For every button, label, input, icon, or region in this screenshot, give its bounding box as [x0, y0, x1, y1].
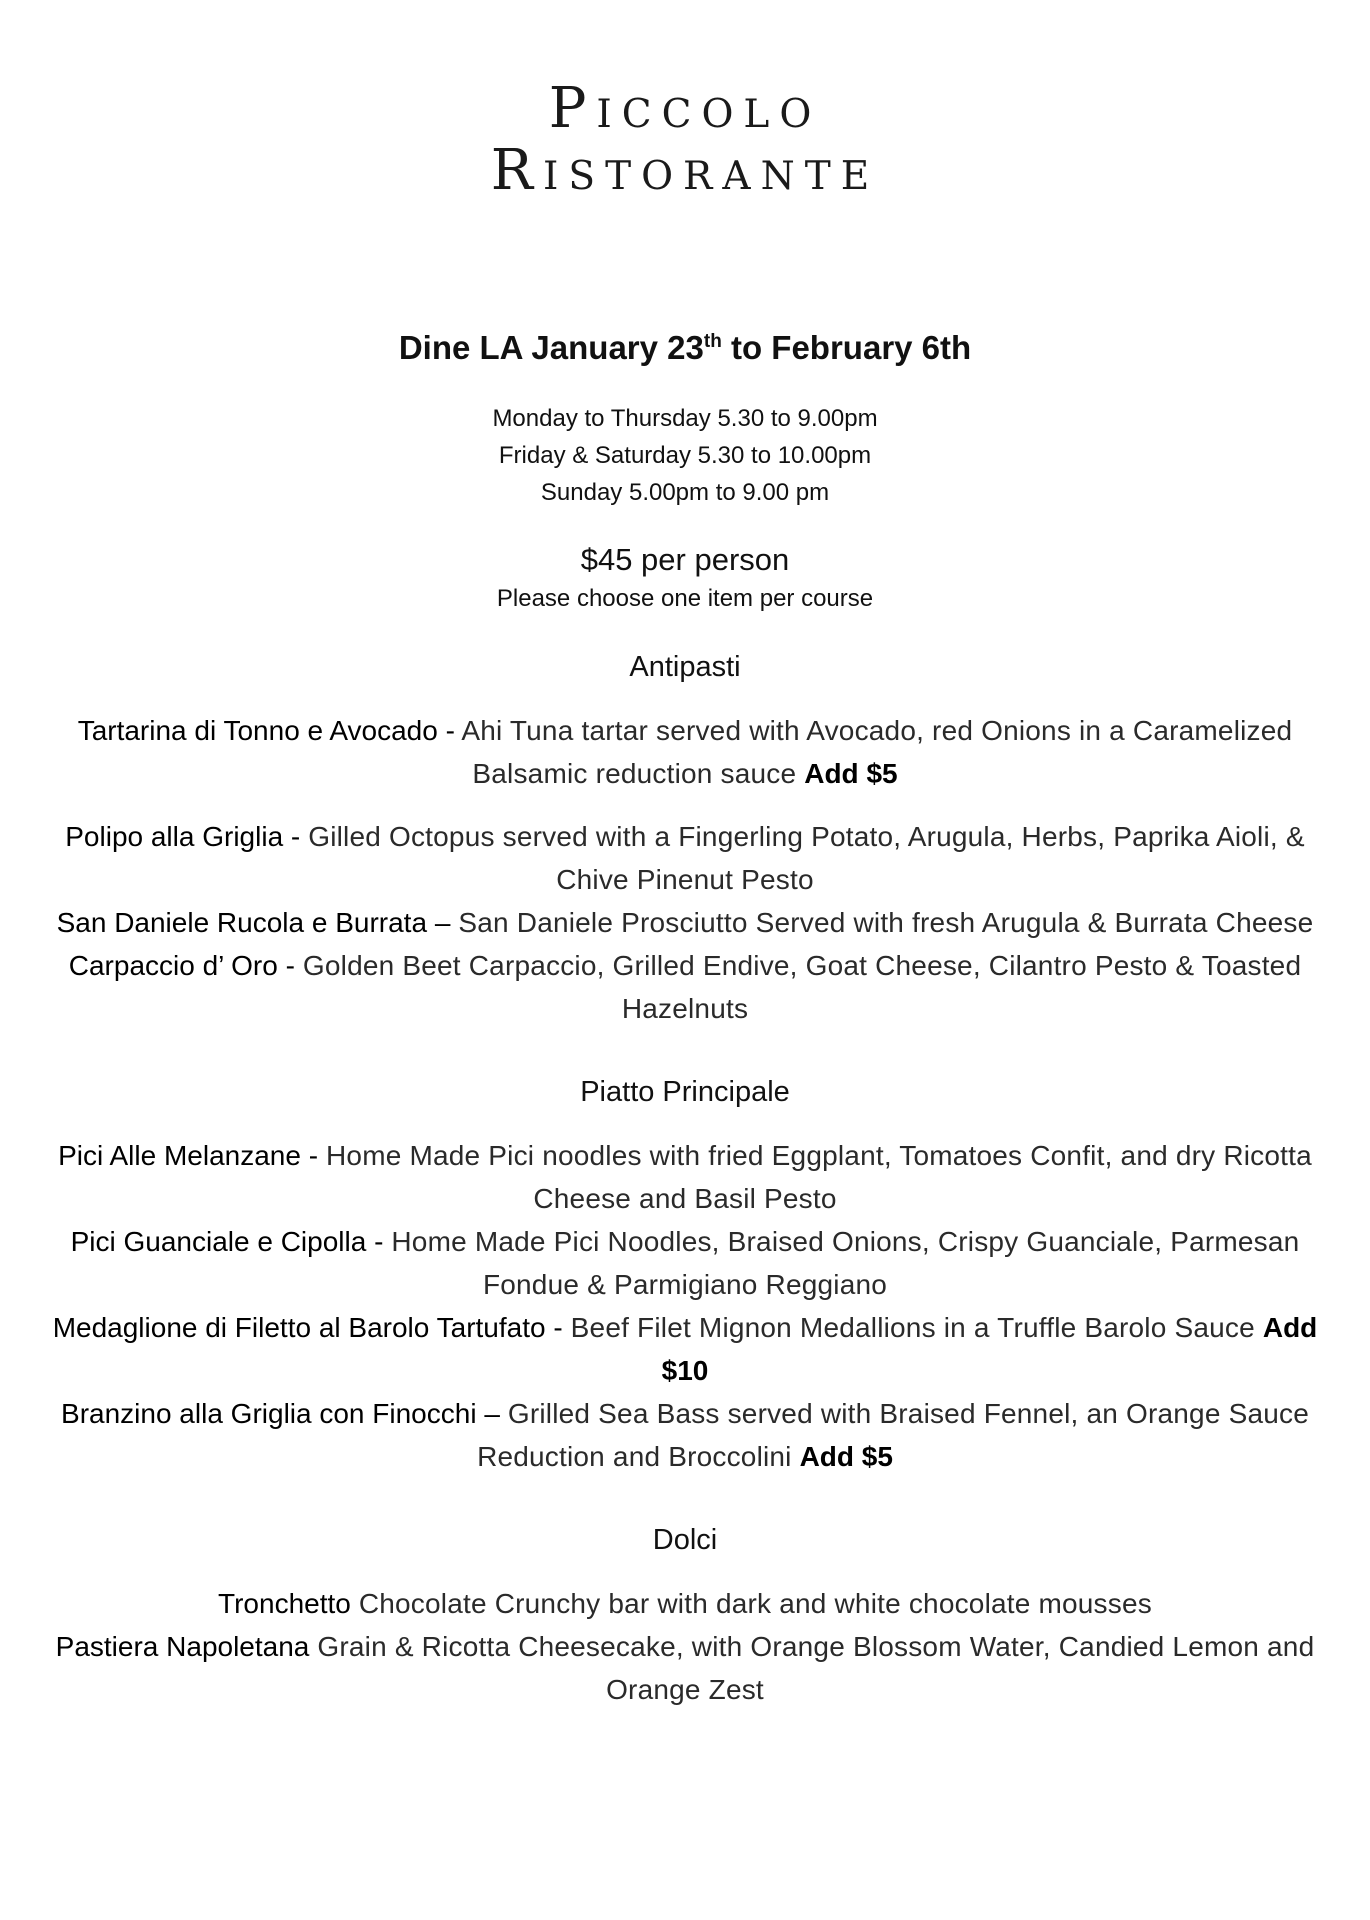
section-title-dolci: Dolci	[652, 1524, 718, 1556]
item-name: Pici Alle Melanzane -	[58, 1140, 319, 1171]
item-description: Grilled Sea Bass served with Braised Fennel, an Orange Sauce Reduction and Broccolini	[477, 1398, 1309, 1472]
menu-item	[35, 709, 1335, 795]
hours-weekend: Friday & Saturday 5.30 to 10.00pm	[498, 442, 872, 469]
item-description: Home Made Pici Noodles, Braised Onions, Crispy Guanciale, Parmesan Fondue & Parmigiano Reggiano	[383, 1226, 1300, 1300]
restaurant-logo	[0, 78, 1370, 202]
menu-item	[35, 1306, 1335, 1392]
page-title	[0, 326, 1370, 370]
section-title-principale: Piatto Principale	[580, 1076, 790, 1108]
opening-hours	[0, 400, 1370, 511]
menu-item	[35, 944, 1335, 1030]
item-name: Branzino alla Griglia con Finocchi –	[61, 1398, 500, 1429]
logo-line-2: Ristorante	[490, 138, 880, 203]
item-addon-price: Add $5	[799, 1441, 893, 1472]
item-name: Tronchetto	[218, 1588, 351, 1619]
section-title-antipasti: Antipasti	[629, 651, 741, 683]
title-end: to February 6th	[721, 329, 972, 366]
menu-item	[35, 815, 1335, 901]
menu-item	[35, 1392, 1335, 1478]
item-name: Polipo alla Griglia -	[65, 821, 301, 852]
menu-item	[35, 1625, 1335, 1711]
menu-item	[35, 1134, 1335, 1220]
menu-item	[35, 1582, 1335, 1625]
logo-line-1: Piccolo	[548, 76, 822, 141]
item-description: Gilled Octopus served with a Fingerling Potato, Arugula, Herbs, Paprika Aioli, & Chive Pinenut Pesto	[300, 821, 1305, 895]
item-description: Golden Beet Carpaccio, Grilled Endive, Goat Cheese, Cilantro Pesto & Toasted Hazelnuts	[294, 950, 1302, 1024]
title-main: Dine LA January 23	[398, 329, 704, 366]
item-description: Grain & Ricotta Cheesecake, with Orange Blossom Water, Candied Lemon and Orange Zest	[309, 1631, 1315, 1705]
antipasti-list	[35, 709, 1335, 1030]
item-description: Home Made Pici noodles with fried Eggplant, Tomatoes Confit, and dry Ricotta Cheese and Basil Pesto	[318, 1140, 1312, 1214]
course-note: Please choose one item per course	[496, 585, 874, 612]
item-description: Ahi Tuna tartar served with Avocado, red Onions in a Caramelized Balsamic reduction sauce	[454, 715, 1293, 789]
item-description: San Daniele Prosciutto Served with fresh Arugula & Burrata Cheese	[450, 907, 1314, 938]
item-name: Pici Guanciale e Cipolla -	[70, 1226, 384, 1257]
hours-weekday: Monday to Thursday 5.30 to 9.00pm	[492, 405, 878, 432]
hours-sunday: Sunday 5.00pm to 9.00 pm	[540, 479, 830, 506]
menu-item	[35, 1220, 1335, 1306]
menu-content	[0, 326, 1370, 1711]
principale-list	[35, 1134, 1335, 1478]
item-name: Carpaccio d’ Oro -	[68, 950, 295, 981]
item-addon-price: Add $5	[804, 758, 898, 789]
price-per-person: $45 per person	[580, 542, 790, 577]
item-name: San Daniele Rucola e Burrata –	[56, 907, 451, 938]
title-superscript: th	[703, 331, 722, 352]
menu-item	[35, 901, 1335, 944]
item-name: Pastiera Napoletana	[55, 1631, 310, 1662]
dolci-list	[35, 1582, 1335, 1711]
item-description: Beef Filet Mignon Medallions in a Truffle Barolo Sauce	[562, 1312, 1263, 1343]
item-name: Medaglione di Filetto al Barolo Tartufato -	[52, 1312, 563, 1343]
item-addon-price: Add $10	[661, 1312, 1318, 1386]
item-name: Tartarina di Tonno e Avocado -	[77, 715, 455, 746]
item-description: Chocolate Crunchy bar with dark and white chocolate mousses	[350, 1588, 1152, 1619]
